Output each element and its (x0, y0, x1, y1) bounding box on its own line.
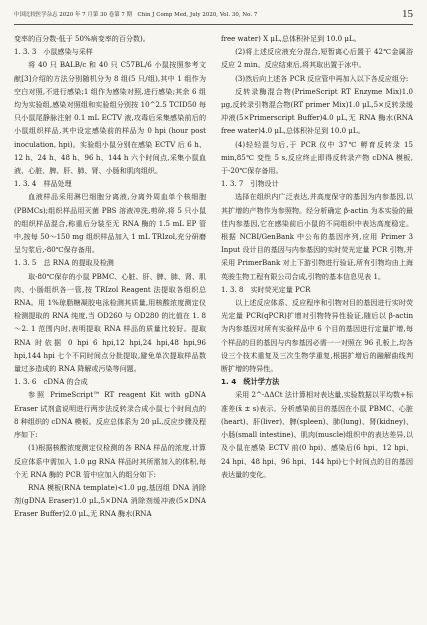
paragraph: (3)然后向上述各 PCR 反应管中再加入以下各反应组分: (235, 73, 409, 83)
paragraph: 变率的百分数-低于 50%病变率的百分数)。 (14, 34, 150, 43)
paragraph: 采用 2^-ΔΔCt 法计算相对表达量,实验数据以平均数+标准差(x̄ ± s)表示。分析感染前目的基因在小鼠 PBMC、心脏(heart)、肝(liver)、脾(spleen)、肺(lung)、肾(kidney)、小肠(small intestine)、肌肉(muscle)组织中的表达差异,以及小鼠在感染 ECTV 前(0 hpi)、感染后(6 hpi、12 hpi、24 hpi、48 hpi、96 hpi、144 hpi)七个时间点的目的基因表达量的变化。 (221, 390, 413, 479)
section-heading: 1. 3. 4 样品处理 (14, 179, 72, 189)
right-column (221, 32, 413, 481)
section-heading: 1. 3. 3 小鼠感染与采样 (14, 47, 93, 57)
section-heading: 1. 3. 6 cDNA 的合成 (14, 377, 88, 387)
running-head: 中国比较医学杂志 2020 年 7 月第 30 卷第 7 期 Chin J Comp Med, July 2020, Vol. 30, No. 7 (14, 12, 258, 18)
paragraph: 以上述反应体系、反应程序和引物对目的基因进行实时荧光定量 PCR(qPCR)扩增对引物特异性验证,随后以 β-actin 为内参基因对所有实验样品中 6 个目的基因进行定量扩增,每个样品的目的基因与内参基因必需一一对照在 96 孔板上,均各设三个技术重复及三次生物学重复,根据扩增后的融解曲线判断扩增的特异性。 (221, 298, 413, 374)
section-heading: 1. 4 统计学方法 (221, 377, 280, 387)
page-header (14, 4, 413, 25)
paragraph: 血液样品采用淋巴细胞分离液,分离外周血单个核细胞(PBMCs);组织样品用灭菌 PBS 溶液冲洗,剪碎,将 5 只小鼠的组织样品混合,称重后分装至无 RNA 酶的 1.5 mL EP 管中,按每 50～150 mg 组织样品加入 1 mL TRIzol,充分研磨呈匀浆后,-80℃保存备用。 (14, 192, 206, 255)
paragraph: (2)将上述反应液充分混合,短暂离心后置于 42℃金属浴反应 2 min。反应结束后,将其取出置于冰中。 (221, 47, 413, 70)
section-heading: 1. 3. 7 引物设计 (221, 179, 279, 189)
section-heading: 1. 3. 8 实时荧光定量 PCR (221, 284, 311, 294)
paragraph: 反转录酶混合物(PrimeScript RT Enzyme Mix)1.0 μg,反转录引物混合物(RT primer Mix)1.0 μL,5×反转录缓冲液(5×Primerscript Buffer)4.0 μL,无 RNA 酶水(RNA free water)4.0 μL,总体积补足到 10.0 μL。 (221, 86, 413, 136)
paragraph: 取-80℃保存的小鼠 PBMC、心脏、肝、脾、肺、肾、肌肉、小肠组织各一管,按 TRIzol Reagent 法提取各组织总 RNA。用 1%琼脂糖凝胶电泳检测其质量,用核酸浓度测定仪检测提取的 RNA 纯度,当 OD260 与 OD280 的比值在 1. 8～2. 1 范围内时,表明提取 RNA 样品的质量比较好。提取 RNA 时依据 0 hpi 6 hpi,12 hpi,24 hpi,48 hpi,96 hpi,144 hpi 七个不同时间点分批提取,避免单次提取样品数量过多造成的 RNA 降解或污染等问题。 (14, 271, 206, 374)
paragraph: (4)轻轻混匀后,于 PCR 仪中 37℃ 孵育反转录 15 min,85℃ 变性 5 s,反应终止即得反转录产物 cDNA 模板,于-20℃保存备用。 (221, 139, 413, 176)
left-column (14, 32, 206, 521)
section-heading: 1. 3. 5 总 RNA 的提取及检测 (14, 258, 114, 268)
page-number: 15 (402, 8, 413, 20)
paragraph: RNA 模板(RNA template)<1.0 μg,基因组 DNA 消除剂(gDNA Eraser)1.0 μL,5×DNA 消除剂缓冲液(5×DNA Eraser Buffer)2.0 μL,无 RNA 酶水(RNA (14, 482, 206, 519)
paragraph: 选择在组织内广泛表达,并高度保守的基因为内参基因,以其扩增的产物作为参照物。经分析确定 β-actin 为本实验的最佳内参基因,它在感染前后小鼠的不同组织中表达高度稳定。根据 NCBI/GenBank 中公布的基因序列,应用 Primer 3 Input 设计目的基因与内参基因的实时荧光定量 PCR 引物,并采用 PrimerBank 对上下游引物进行验证,所有引物均由上海英骏生物工程有限公司合成,引物的基本信息见表 1。 (221, 192, 413, 281)
paragraph: free water) X μL,总体积补足到 10.0 μL。 (221, 34, 361, 43)
paragraph: 将 40 只 BALB/c 和 40 只 C57BL/6 小鼠按照参考文献[3]介绍的方法分别随机分为 8 组(5 只/组),其中 1 组作为空白对照,不进行感染;1 组作为感染对照,进行感染;其余 6 组均为实验组,感染对照组和实验组分别按 10^2.5 TCID50 每只小鼠尾静脉注射 0.1 mL ECTV 液,攻毒后采集感染前后的小鼠组织样品,其中设定感染前的样品为 0 hpi (hour post inoculation, hpi)。实验组小鼠分别在感染 ECTV 后 6 h、12 h、24 h、48 h、96 h、144 h 六个时间点,采集小鼠血液、心脏、脾、肝、肺、肾、小肠和肌肉组织。 (14, 60, 206, 176)
paragraph: (1)根据核酸浓度测定仪检测的各 RNA 样品的浓度,计算反应体系中需加入 1.0 μg RNA 样品时其所需加入的体积,每个无 RNA 酶的 PCR 管中应加入的组分如下: (14, 443, 206, 479)
paragraph: 参照 PrimeScript™ RT reagent Kit with gDNA Eraser 试剂盒说明进行两步法反转录合成小鼠七个时间点的 8 种组织的 cDNA 模板。反应总体系为 20 μL,反应步骤及程序如下: (14, 390, 206, 440)
